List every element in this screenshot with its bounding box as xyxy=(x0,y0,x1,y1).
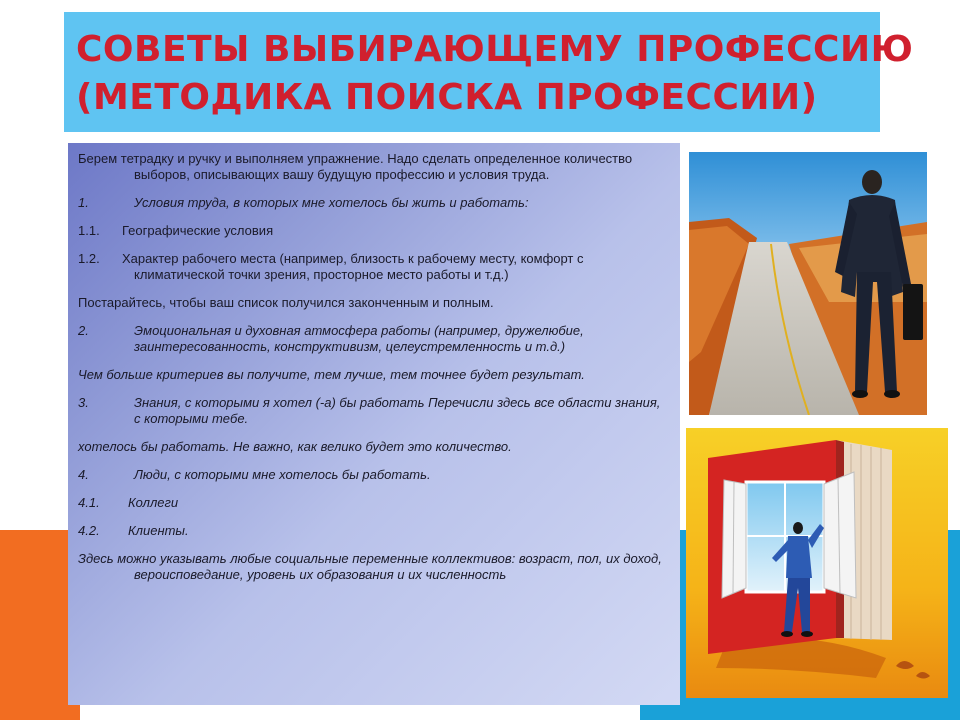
list-number: 3. xyxy=(78,395,89,410)
slide-title xyxy=(64,12,914,132)
list-number: 2. xyxy=(78,323,89,338)
list-number: 4. xyxy=(78,467,89,482)
note-paragraph-3: хотелось бы работать. Не важно, как велико будет это количество. xyxy=(78,439,512,454)
note-paragraph-2: Чем больше критериев вы получите, тем лучше, тем точнее будет результат. xyxy=(78,367,585,382)
title-line-2: (МЕТОДИКА ПОИСКА ПРОФЕССИИ) xyxy=(76,77,818,118)
list-item-4-2 xyxy=(78,523,670,539)
list-text: Знания, с которыми я хотел (-а) бы работать Перечисли здесь все области знания, с которыми тебе. xyxy=(134,395,661,426)
list-item-4-1 xyxy=(78,495,670,511)
list-number: 4.2. xyxy=(78,523,100,538)
photo-book-window xyxy=(686,428,948,698)
list-item-1-1 xyxy=(78,223,670,239)
list-text: Географические условия xyxy=(122,223,274,238)
list-number: 1. xyxy=(78,195,89,210)
text-panel xyxy=(68,143,680,705)
list-item-1-2 xyxy=(78,251,670,283)
list-text: Клиенты. xyxy=(128,523,189,538)
list-number: 4.1. xyxy=(78,495,100,510)
note-paragraph-1: Постарайтесь, чтобы ваш список получился законченным и полным. xyxy=(78,295,494,310)
list-text: Эмоциональная и духовная атмосфера работы (например, дружелюбие, заинтересованность, конструктивизм, целеустремленность и т.д.) xyxy=(134,323,584,354)
list-item-2 xyxy=(78,323,670,355)
list-number: 1.2. xyxy=(78,251,100,266)
title-line-1: СОВЕТЫ ВЫБИРАЮЩЕМУ ПРОФЕССИЮ xyxy=(76,29,914,70)
note-paragraph-4: Здесь можно указывать любые социальные переменные коллективов: возраст, пол, их доход, вероисповедание, уровень их образования и их численность xyxy=(78,551,662,582)
list-item-4 xyxy=(78,467,670,483)
intro-paragraph: Берем тетрадку и ручку и выполняем упражнение. Надо сделать определенное количество выборов, описывающих вашу будущую профессию и условия труда. xyxy=(78,151,633,182)
list-number: 1.1. xyxy=(78,223,100,238)
list-text: Характер рабочего места (например, близость к рабочему месту, комфорт с климатической точки зрения, просторное место работы и т.д.) xyxy=(122,251,584,282)
list-item-3 xyxy=(78,395,670,427)
list-text: Условия труда, в которых мне хотелось бы жить и работать: xyxy=(134,195,529,210)
list-text: Люди, с которыми мне хотелось бы работать. xyxy=(134,467,431,482)
list-item-1 xyxy=(78,195,670,211)
photo-man-on-road xyxy=(689,152,927,415)
list-text: Коллеги xyxy=(128,495,179,510)
